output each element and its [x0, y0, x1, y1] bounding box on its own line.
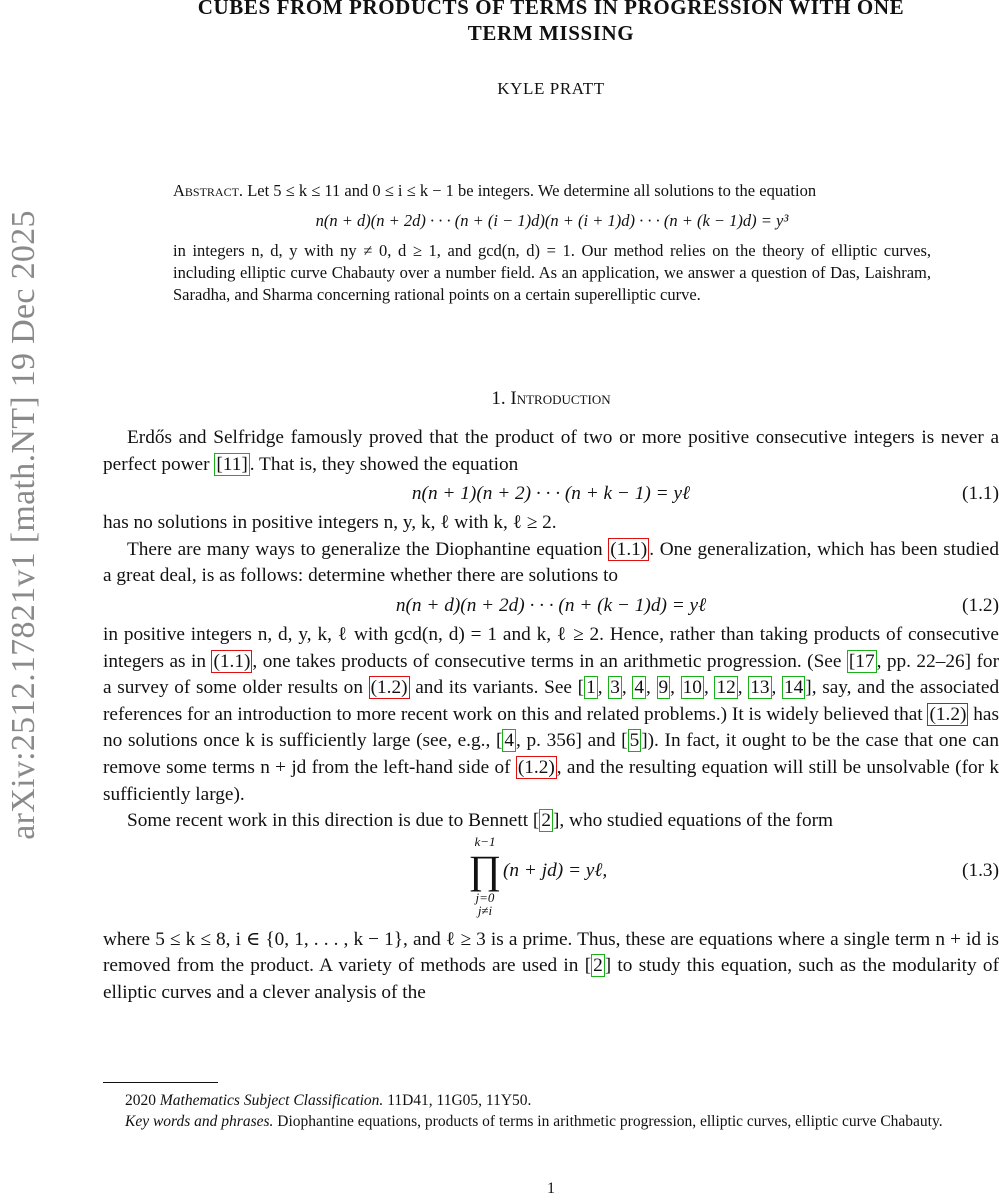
- abstract-equation: n(n + d)(n + 2d) · · · (n + (i − 1)d)(n + (i + 1)d) · · · (n + (k − 1)d) = y³: [315, 211, 789, 230]
- equation-body: (n + jd) = yℓ,: [503, 859, 608, 881]
- paragraph-2: There are many ways to generalize the Diophantine equation (1.1) . One generalization, which has been studied a great deal, is as follows: determine whether there are solutions to: [103, 538, 999, 587]
- abstract-text-1: Let 5 ≤ k ≤ 11 and 0 ≤ i ≤ k − 1 be integers. We determine all solutions to the equation: [243, 181, 817, 200]
- product-upper-limit: k−1: [474, 833, 496, 849]
- body-text: [103, 425, 999, 1007]
- citation-link[interactable]: 2: [541, 810, 551, 832]
- citation-link[interactable]: [17: [848, 650, 875, 672]
- citation-link[interactable]: 12: [716, 677, 736, 699]
- footnote-divider: [103, 1082, 218, 1083]
- paper-page: [103, 0, 999, 1197]
- equation-ref-link[interactable]: (1.2): [929, 703, 967, 725]
- citation-link[interactable]: 10: [682, 677, 702, 699]
- paragraph-1: Erdős and Selfridge famously proved that the product of two or more positive consecutive integers is never a perfect power [11] . That is, they showed the equation: [103, 427, 999, 475]
- arxiv-stamp-text: arXiv:2512.17821v1 [math.NT] 19 Dec 2025: [5, 210, 42, 840]
- product-exclusion: j≠i: [477, 902, 493, 918]
- citation-link[interactable]: 4: [504, 730, 515, 752]
- equation-body: n(n + d)(n + 2d) · · · (n + (k − 1)d) = yℓ: [395, 594, 707, 616]
- citation-link[interactable]: 1: [586, 677, 596, 699]
- equation-ref-link[interactable]: (1.2): [370, 677, 408, 699]
- citation-link[interactable]: 4: [634, 677, 645, 699]
- title-line-1: CUBES FROM PRODUCTS OF TERMS IN PROGRESSION WITH ONE: [197, 0, 905, 19]
- paragraph-5: where 5 ≤ k ≤ 8, i ∈ {0, 1, . . . , k − 1}, and ℓ ≥ 3 is a prime. Thus, these are equations where a single term n + id is removed from the product. A variety of methods are used in [ 2 ] to study this equation, such as the modularity of elliptic curves and a clever analysis of the: [103, 928, 999, 1003]
- equation-number: (1.3): [962, 859, 999, 881]
- footnote-msc: 2020 Mathematics Subject Classification. 11D41, 11G05, 11Y50.: [125, 1092, 532, 1109]
- citation-link[interactable]: 3: [610, 677, 620, 699]
- equation-body: n(n + 1)(n + 2) · · · (n + k − 1) = yℓ: [411, 483, 691, 505]
- equation-number: (1.1): [962, 483, 999, 505]
- page-number: 1: [547, 1180, 555, 1197]
- citation-link[interactable]: 13: [750, 677, 770, 699]
- footnote-keywords: Key words and phrases. Diophantine equations, products of terms in arithmetic progression, elliptic curves, elliptic curve Chabauty.: [125, 1113, 943, 1130]
- arxiv-stamp: [0, 150, 48, 900]
- citation-link[interactable]: 14: [784, 677, 804, 699]
- abstract-label: Abstract.: [173, 181, 244, 200]
- equation-ref-link[interactable]: (1.1): [213, 650, 251, 672]
- citation-link[interactable]: [11]: [216, 453, 248, 475]
- author-name: KYLE PRATT: [497, 79, 605, 98]
- section-title: 1. Introduction: [491, 388, 611, 409]
- paragraph-1b: has no solutions in positive integers n, y, k, ℓ with k, ℓ ≥ 2.: [103, 512, 557, 534]
- equation-1-1: [103, 478, 999, 510]
- product-symbol: ∏: [468, 846, 502, 892]
- equation-1-2: [103, 590, 999, 622]
- citation-link[interactable]: 9: [658, 677, 669, 699]
- abstract-text-2: in integers n, d, y with ny ≠ 0, d ≥ 1, and gcd(n, d) = 1. Our method relies on the theory of elliptic curves, including elliptic curve Chabauty over a number field. As an application, we answer a question of Das, Laishram, Saradha, and Sharma concerning rational points on a certain superelliptic curve.: [173, 241, 931, 304]
- citation-link[interactable]: 2: [593, 955, 603, 977]
- product-lower-limit: j=0: [475, 889, 495, 905]
- equation-1-3: [103, 835, 999, 927]
- citation-link[interactable]: 5: [629, 730, 640, 752]
- equation-number: (1.2): [962, 594, 999, 616]
- footnotes: [103, 1090, 999, 1132]
- abstract: [173, 180, 931, 306]
- product-operator: [465, 835, 505, 917]
- equation-ref-link[interactable]: (1.1): [610, 538, 648, 560]
- paper-title: [103, 0, 999, 46]
- equation-ref-link[interactable]: (1.2): [517, 756, 555, 778]
- paragraph-4: Some recent work in this direction is due to Bennett [ 2 ], who studied equations of the form: [127, 810, 834, 832]
- paragraph-3: in positive integers n, d, y, k, ℓ with gcd(n, d) = 1 and k, ℓ ≥ 2. Hence, rather than taking products of consecutive integers as in (1.1) , one takes products of consecutive terms in an arithmetic progression. (See [17 , pp. 22–26] for a survey of some older results on (1.2) and its variants. See [ 1 , 3 , 4 , 9 , 10 , 12 , 13 , 14 ], say, and the associated references for an introduction to more recent work on this and related problems.) It is widely believed that (1.2) has no solutions once k is sufficiently large (see, e.g., [ 4 , p. 356] and [ 5 ]). In fact, it ought to be the case that one can remove some terms n + jd from the left-hand side of (1.2) , and the resulting equation will still be unsolvable (for k sufficiently large).: [103, 623, 999, 805]
- title-line-2: TERM MISSING: [467, 21, 635, 45]
